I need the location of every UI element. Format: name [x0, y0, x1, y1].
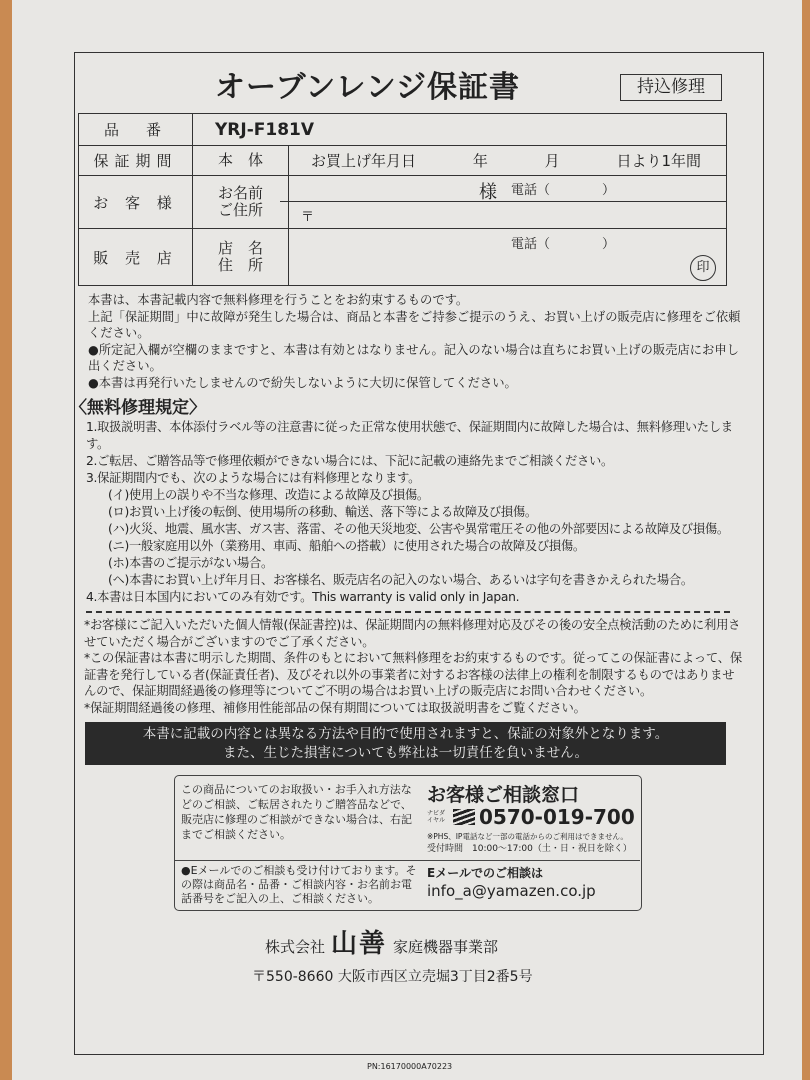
contact-divider	[175, 860, 640, 861]
model-label: 品 番	[79, 114, 193, 146]
company-prefix: 株式会社	[265, 938, 326, 956]
store-tel-label: 電話（ ）	[511, 237, 616, 252]
contact-box	[174, 775, 642, 911]
part-number: PN:16170000A70223	[367, 1062, 453, 1071]
phone-value: 0570-019-700	[479, 805, 635, 829]
sama-label: 様	[479, 182, 497, 203]
email-description: ●Eメールでのご相談も受け付けております。その際は商品名・品番・ご相談内容・お名前お電話番号をご記入の上、ご相談ください。	[181, 864, 417, 905]
phone-notes	[427, 831, 632, 855]
company-division: 家庭機器事業部	[393, 938, 499, 956]
customer-field[interactable]	[289, 176, 727, 229]
seal-icon: 印	[690, 255, 716, 281]
name-label: お名前	[217, 184, 263, 202]
sub-rule-item: (ニ)一般家庭用以外（業務用、車両、船舶への搭載）に使用された場合の故障及び損傷。	[108, 539, 585, 553]
warranty-table	[78, 113, 727, 286]
privacy-notes	[82, 617, 744, 716]
disclaimer-line: また、生じた損害についても弊社は一切責任を負いません。	[222, 745, 589, 761]
navi-dial-label: ナビダイヤル	[427, 810, 446, 824]
privacy-note: *保証期間経過後の修理、補修用性能部品の保有期間については取扱説明書をご覧ください。	[84, 700, 586, 715]
sub-rule-item: (ロ)お買い上げ後の転倒、使用場所の移動、輸送、落下等による故障及び損傷。	[108, 505, 537, 519]
sub-rule-item: (ヘ)本書にお買い上げ年月日、お客様名、販売店名の記入のない場合、あるいは字句を書きかえられた場合。	[108, 573, 693, 587]
period-sub: 本 体	[193, 146, 289, 176]
rule-item: 3.保証期間内でも、次のような場合には有料修理となります。	[86, 471, 421, 485]
disclaimer-banner	[85, 722, 726, 765]
period-text: 日より1年間	[616, 152, 701, 170]
free-repair-rules	[82, 419, 744, 606]
rule-item: 2.ご転居、ご贈答品等で修理依頼ができない場合には、下記に記載の連絡先までご相談ください。	[86, 454, 614, 468]
model-value: YRJ-F181V	[193, 114, 727, 146]
document-body	[70, 292, 744, 986]
email-address[interactable]: info_a@yamazen.co.jp	[427, 882, 596, 900]
phone-note: ※PHS、IP電話など一部の電話からのご利用はできません。	[427, 832, 628, 841]
contact-description: この商品についてのお取扱い・お手入れ方法などのご相談、ご転居されたりご贈答品などで、販売店に修理のご相談ができない場合は、右記までご相談ください。	[181, 783, 412, 841]
warranty-notes	[82, 292, 744, 391]
email-title: Eメールでのご相談は	[427, 866, 543, 880]
store-field[interactable]	[289, 229, 727, 286]
note: 本書は、本書記載内容で無料修理を行うことをお約束するものです。	[88, 293, 469, 307]
store-address-label: 住 所	[217, 256, 263, 274]
note: 上記「保証期間」中に故障が発生した場合は、商品と本書をご持参ご提示のうえ、お買い上げの販売店に修理をご依頼ください。	[88, 309, 741, 340]
rule-item: 4.本書は日本国内においてのみ有効です。This warranty is valid only in Japan.	[86, 590, 520, 604]
phone-number	[427, 805, 635, 829]
privacy-note: *この保証書は本書に明示した期間、条件のもとにおいて無料修理をお約束するものです。従ってこの保証書によって、保証書を発行している者(保証責任者)、及びそれ以外の事業者に対するお客様の法律上の権利を制限するものではありませんので、保証期間経過後の修理等についてご不明の場合はお買い上げの販売店にお問い合わせください。	[84, 651, 742, 698]
company-logo: 山善	[331, 929, 388, 959]
rules-title: 〈無料修理規定〉	[70, 398, 206, 418]
note: ●所定記入欄が空欄のままですと、本書は有効とはなりません。記入のない場合は直ちにお買い上げの販売店にお申し出ください。	[88, 342, 739, 373]
customer-label: お 客 様	[79, 176, 193, 229]
privacy-note: *お客様にご記入いただいた個人情報(保証書控)は、保証期間内の無料修理対応及びその後の安全点検活動のために利用させていただく場合がございますのでご了承ください。	[84, 618, 741, 649]
company-name	[265, 923, 744, 960]
contact-title: お客様ご相談窓口	[427, 784, 580, 806]
period-label: 保証期間	[79, 146, 193, 176]
address-label: ご住所	[217, 201, 263, 219]
company-address: 〒550-8660 大阪市西区立売堀3丁目2番5号	[252, 969, 533, 985]
month-label: 月	[544, 152, 560, 170]
purchase-date-field[interactable]	[289, 146, 727, 176]
document-title: オーブンレンジ保証書	[215, 70, 521, 105]
customer-tel-label: 電話（ ）	[511, 183, 616, 198]
store-label: 販 売 店	[79, 229, 193, 286]
dashed-divider	[86, 611, 730, 613]
note: ●本書は再発行いたしませんので紛失しないように大切に保管してください。	[88, 375, 517, 390]
purchase-date-label: お買上げ年月日	[311, 152, 417, 170]
year-label: 年	[472, 152, 488, 170]
disclaimer-line: 本書に記載の内容とは異なる方法や目的で使用されますと、保証の対象外となります。	[142, 726, 669, 742]
business-hours: 受付時間 10:00〜17:00（土・日・祝日を除く）	[427, 844, 632, 854]
repair-type-badge: 持込修理	[620, 74, 722, 101]
sub-rule-item: (ハ)火災、地震、風水害、ガス害、落雷、その他天災地変、公害や異常電圧その他の外部要因による故障及び損傷。	[108, 522, 729, 536]
navi-dial-icon	[453, 809, 475, 825]
sub-rule-item: (ホ)本書のご提示がない場合。	[108, 556, 273, 570]
sub-rule-item: (イ)使用上の誤りや不当な修理、改造による故障及び損傷。	[108, 488, 429, 502]
postal-mark: 〒	[301, 210, 315, 225]
rule-item: 1.取扱説明書、本体添付ラベル等の注意書に従った正常な使用状態で、保証期間内に故障した場合は、無料修理いたします。	[86, 420, 733, 451]
store-name-label: 店 名	[217, 239, 263, 257]
